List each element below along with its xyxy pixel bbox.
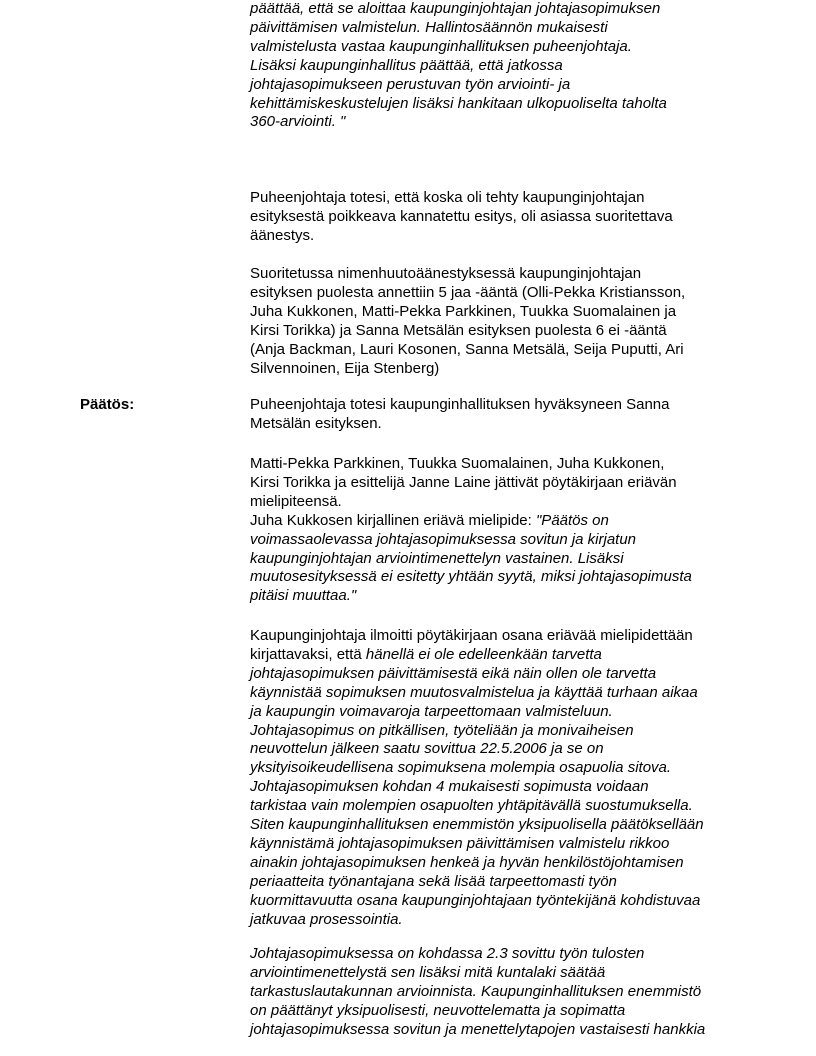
italic-line: kuormittavuutta osana kaupunginjohtajaan työntekijänä kohdistuvaa <box>250 891 701 909</box>
italic-start: hänellä ei ole edelleenkään tarvetta <box>365 645 602 663</box>
voting-result-paragraph <box>250 265 740 378</box>
decision-label: Päätös: <box>80 396 135 413</box>
italic-line: johtajasopimuksessa sovitun ja menettelytapojen vastaisesti hankkia <box>250 1020 706 1038</box>
text-line: äänestys. <box>250 226 315 244</box>
italic-line: Johtajasopimuksessa on kohdassa 2.3 sovittu työn tulosten <box>250 945 645 962</box>
voting-intro-paragraph <box>250 189 740 246</box>
italic-line: Johtajasopimus on pitkällisen, työteliään ja monivaiheisen <box>250 721 634 739</box>
text-line: esityksen puolesta annettiin 5 jaa -ääntä (Olli-Pekka Kristiansson, <box>250 283 686 301</box>
text-line: päättää, että se aloittaa kaupunginjohtajan johtajasopimuksen <box>250 0 661 17</box>
quote-line: pitäisi muuttaa." <box>250 587 357 605</box>
text-line: Kaupunginjohtaja ilmoitti pöytäkirjaan osana eriävää mielipidettään <box>250 627 693 644</box>
text-line: Kirsi Torikka ja esittelijä Janne Laine jättivät pöytäkirjaan eriävän <box>250 473 677 491</box>
text-line: Juha Kukkonen, Matti-Pekka Parkkinen, Tuukka Suomalainen ja <box>250 302 677 320</box>
quote-line: muutosesityksessä ei esitetty yhtään syytä, miksi johtajasopimusta <box>250 568 692 586</box>
text-line: Metsälän esityksen. <box>250 414 382 432</box>
kukkonen-quote-start: "Päätös on <box>535 511 609 529</box>
italic-line: tarkistaa vain molempien osapuolten yhtäpitävällä suostumuksella. <box>250 797 693 815</box>
text-line: mielipiteensä. <box>250 492 342 510</box>
italic-line: käynnistää sopimuksen muutosvalmistelua ja käyttää turhaan aikaa <box>250 683 698 701</box>
text-line: esityksestä poikkeava kannatettu esitys, oli asiassa suoritettava <box>250 207 673 225</box>
italic-line: Johtajasopimuksen kohdan 4 mukaisesti sopimusta voidaan <box>250 778 649 796</box>
italic-line: johtajasopimuksen päivittämisestä eikä näin ollen ole tarvetta <box>250 664 657 682</box>
text-line: Matti-Pekka Parkkinen, Tuukka Suomalainen, Juha Kukkonen, <box>250 455 665 472</box>
text-line: päivittämisen valmistelun. Hallintosäännön mukaisesti <box>250 18 608 36</box>
italic-line: tarkastuslautakunnan arvioinnista. Kaupunginhallituksen enemmistö <box>250 982 702 1000</box>
mayor-opinion-paragraph <box>250 627 740 930</box>
text-line: (Anja Backman, Lauri Kosonen, Sanna Metsälä, Seija Puputti, Ari <box>250 340 684 358</box>
text-line: Suoritetussa nimenhuutoäänestyksessä kaupunginjohtajan <box>250 265 642 282</box>
dissent-paragraph <box>250 455 740 606</box>
italic-line: Siten kaupunginhallituksen enemmistön yksipuolisella päätöksellään <box>250 816 704 834</box>
italic-line: yksityisoikeudellisena sopimuksena molempia osapuolia sitova. <box>250 759 672 777</box>
italic-line: neuvottelun jälkeen saatu sovittua 22.5.2006 ja se on <box>250 740 604 758</box>
quote-line: voimassaolevassa johtajasopimuksessa sovitun ja kirjatun <box>250 530 637 548</box>
top-quote-paragraph <box>250 0 740 132</box>
quote-line: kaupunginjohtajan arviointimenettelyn vastainen. Lisäksi <box>250 549 624 567</box>
text-line: Silvennoinen, Eija Stenberg) <box>250 359 440 377</box>
text-line: Kirsi Torikka) ja Sanna Metsälän esityksen puolesta 6 ei -ääntä <box>250 321 667 339</box>
italic-line: periaatteita työnantajana sekä lisää tarpeettomasti työn <box>250 872 617 890</box>
text-line: kirjattavaksi, että <box>250 645 366 663</box>
italic-line: ainakin johtajasopimuksen henkeä ja hyvän henkilöstöjohtamisen <box>250 853 684 871</box>
final-paragraph <box>250 945 740 1040</box>
kukkonen-intro: Juha Kukkosen kirjallinen eriävä mielipide: <box>250 511 536 529</box>
text-line: Lisäksi kaupunginhallitus päättää, että jatkossa <box>250 56 563 74</box>
italic-line: on päättänyt yksipuolisesti, neuvottelematta ja sopimatta <box>250 1001 626 1019</box>
text-line: johtajasopimukseen perustuvan työn arviointi- ja <box>250 75 571 93</box>
italic-line: käynnistämä johtajasopimuksen päivittämisen valmistelu rikkoo <box>250 834 670 852</box>
italic-line: arviointimenettelystä sen lisäksi mitä kuntalaki säätää <box>250 963 606 981</box>
text-line: Puheenjohtaja totesi kaupunginhallituksen hyväksyneen Sanna <box>250 396 670 413</box>
text-line: kehittämiskeskustelujen lisäksi hankitaan ulkopuoliselta taholta <box>250 94 667 112</box>
text-line: 360-arviointi. " <box>250 113 346 131</box>
italic-line: jatkuvaa prosessointia. <box>250 910 403 928</box>
text-line: Puheenjohtaja totesi, että koska oli tehty kaupunginjohtajan <box>250 189 645 206</box>
decision-paragraph <box>250 396 740 434</box>
text-line: valmistelusta vastaa kaupunginhallituksen puheenjohtaja. <box>250 37 632 55</box>
italic-line: ja kaupungin voimavaroja tarpeettomaan valmisteluun. <box>250 702 613 720</box>
